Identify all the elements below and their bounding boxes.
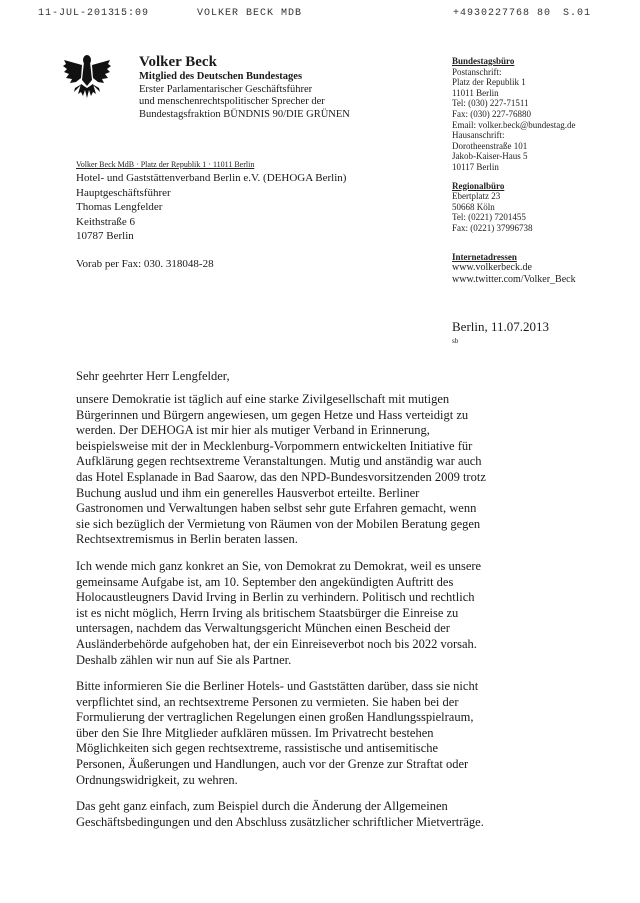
body-line: Ich wende mich ganz konkret an Sie, von Demokrat zu Demokrat, weil es unsere [76, 558, 482, 573]
body-line: Buchung auslud und ihm ein generelles Hausverbot erteilte. Berliner [76, 485, 420, 500]
fax-page: S.01 [563, 8, 592, 19]
internet-title: Internetadressen [452, 251, 517, 262]
recipient-line: Keithstraße 6 [76, 215, 135, 228]
body-line: Personen, Äußerungen und Handlungen, auch vor der Grenze zur Straftat oder [76, 757, 469, 772]
body-line: untersagen, nachdem das Verwaltungsgericht München einen Bescheid der [76, 621, 450, 636]
body-paragraph [76, 679, 636, 788]
body-line: Das geht ganz einfach, zum Beispiel durch die Änderung der Allgemeinen [76, 799, 448, 814]
body-line: über den Sie Ihre Mitglieder aufklären müssen. Im Privatrecht bestehen [76, 725, 434, 740]
body-line: Aufklärung gegen rechtsextreme Veranstaltungen. Mutig und anständig war auch [76, 454, 482, 469]
contact-line: Fax: (030) 227-76880 [452, 108, 531, 119]
contact-line: Dorotheenstraße 101 [452, 140, 528, 151]
sender-block [139, 54, 439, 121]
body-line: verpflichtet sind, an rechtsextreme Personen zu vermieten. Sie haben bei der [76, 694, 459, 709]
contact-line: Postanschrift: [452, 66, 502, 77]
body-line: gemeinsame Aufgabe ist, am 10. September den angekündigten Auftritt des [76, 574, 454, 589]
body-line: unsere Demokratie ist täglich auf eine starke Zivilgesellschaft mit mutigen [76, 392, 450, 406]
website-link[interactable]: www.volkerbeck.de [452, 262, 532, 274]
regionalbuero-title: Regionalbüro [452, 180, 505, 191]
fax-header [0, 8, 640, 24]
initials: sb [452, 337, 459, 345]
recipient-line: Hauptgeschäftsführer [76, 186, 171, 199]
contact-line: Tel: (0221) 7201455 [452, 212, 526, 223]
contact-line: 50668 Köln [452, 201, 495, 212]
contact-line: 11011 Berlin [452, 87, 499, 98]
federal-eagle-icon [62, 52, 112, 100]
body-line: Bitte informieren Sie die Berliner Hotels- und Gaststätten darüber, dass sie nicht [76, 679, 479, 694]
body-line: Geschäftsbedingungen und den Abschluss zusätzlicher schriftlicher Mietverträge. [76, 814, 484, 829]
body-line: sie sich bezüglich der Vermietung von Räumen von der Mobilen Beratung gegen [76, 516, 481, 531]
fax-date: 11-JUL-2013 [38, 8, 116, 19]
sender-line: Erster Parlamentarischer Geschäftsführer [139, 83, 313, 95]
recipient-line: Hotel- und Gaststättenverband Berlin e.V. (DEHOGA Berlin) [76, 172, 347, 184]
place-date: Berlin, 11.07.2013 [452, 319, 550, 334]
contact-line: Platz der Republik 1 [452, 77, 526, 88]
body-line: Bürgerinnen und Bürgern angewiesen, um gegen Hetze und Hass verteidigt zu [76, 407, 469, 422]
fax-time: 15:09 [114, 8, 150, 19]
fax-note: Vorab per Fax: 030. 318048-28 [76, 258, 214, 270]
return-address: Volker Beck MdB · Platz der Republik 1 · 11011 Berlin [76, 160, 255, 169]
body-line: Formulierung der vertraglichen Regelungen einen großen Handlungsspielraum, [76, 710, 474, 725]
recipient-line: 10787 Berlin [76, 230, 134, 242]
body-line: Gastronomen und Verwaltungen haben selbst sehr gute Erfahren gemacht, wenn [76, 501, 477, 516]
contact-line: Hausanschrift: [452, 130, 505, 141]
body-line: das Hotel Esplanade in Bad Saarow, das den NPD-Bundesvorsitzenden 2009 trotz [76, 469, 486, 484]
recipient-line: Thomas Lengfelder [76, 201, 163, 213]
sender-line: und menschenrechtspolitischer Sprecher der [139, 96, 325, 107]
body-line: beispielsweise mit der in Mecklenburg-Vorpommern entwickelten Initiative für [76, 438, 473, 453]
body-line: Rechtsextremismus in Berlin beraten lassen. [76, 532, 298, 547]
body-paragraph [76, 392, 636, 548]
sender-title: Mitglied des Deutschen Bundestages [139, 71, 303, 82]
body-paragraph [76, 559, 636, 668]
contact-line: Fax: (0221) 37996738 [452, 222, 533, 233]
bundestagsbuero-title: Bundestagsbüro [452, 56, 515, 66]
body-line: Ordnungswidrigkeit, zu wehren. [76, 772, 238, 787]
body-line: Deshalb zählen wir nun auf Sie als Partner. [76, 652, 292, 667]
contact-line: Tel: (030) 227-71511 [452, 98, 529, 109]
contact-line: Ebertplatz 23 [452, 191, 501, 202]
contact-column [452, 56, 632, 286]
contact-line: Jakob-Kaiser-Haus 5 [452, 151, 528, 162]
fax-sender: VOLKER BECK MDB [197, 8, 303, 19]
fax-phone: +4930227768 80 [453, 8, 552, 19]
sender-name: Volker Beck [139, 54, 217, 70]
recipient-address [76, 171, 346, 244]
body-line: Ausländerbehörde aufgehoben hat, der ein Einreiseverbot noch bis 2022 vorsah. [76, 636, 477, 651]
body-line: werden. Der DEHOGA ist mir hier als mutiger Verband in Erinnerung, [76, 423, 430, 438]
sender-line: Bundestagsfraktion BÜNDNIS 90/DIE GRÜNEN [139, 108, 350, 120]
body-paragraph [76, 799, 636, 830]
twitter-link[interactable]: www.twitter.com/Volker_Beck [452, 274, 576, 286]
body-line: Holocaustleugners David Irving in Berlin zu verhindern. Politisch und rechtlich [76, 590, 475, 605]
salutation: Sehr geehrter Herr Lengfelder, [76, 369, 230, 383]
letter-body [76, 392, 636, 841]
contact-line: 10117 Berlin [452, 161, 499, 172]
body-line: Möglichkeiten sich gegen rechtsextreme, rassistische und antisemitische [76, 741, 439, 756]
body-line: ist es nicht möglich, Herrn Irving als britischem Staatsbürger die Einreise zu [76, 605, 459, 620]
email-link[interactable]: Email: volker.beck@bundestag.de [452, 119, 576, 130]
